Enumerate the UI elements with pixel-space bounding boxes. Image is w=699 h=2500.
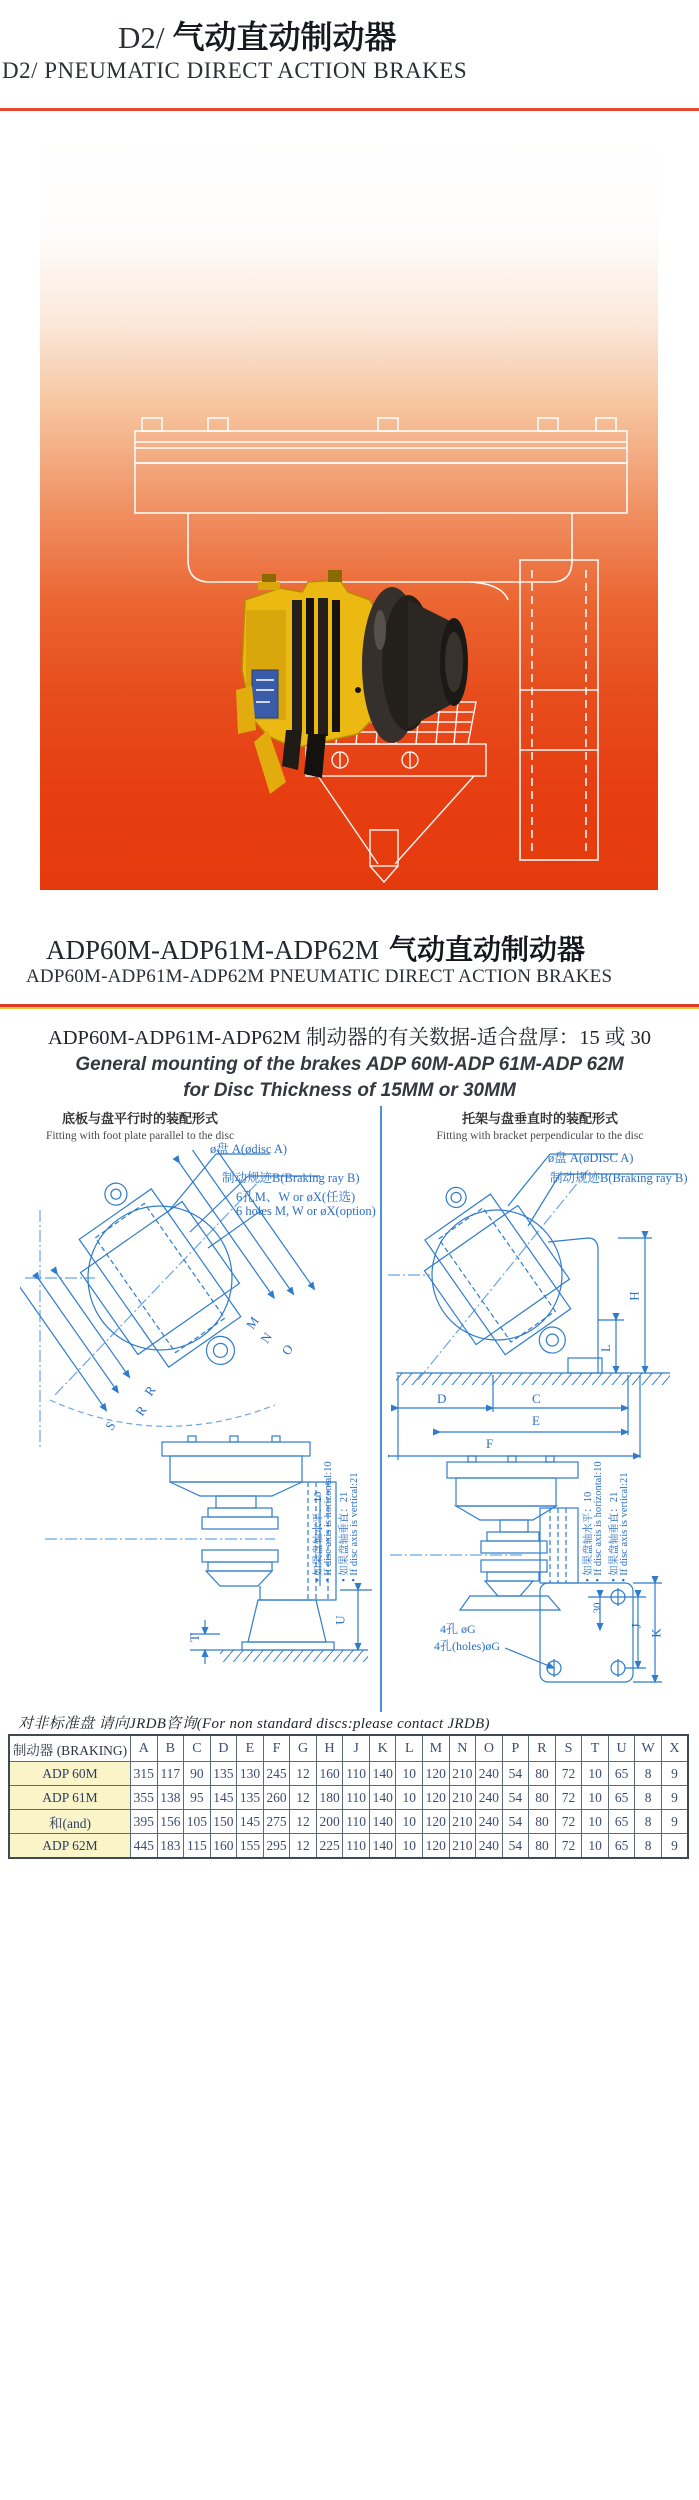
spec-col-C: C	[184, 1735, 211, 1762]
dim-M: M	[242, 1313, 262, 1332]
right-label-4holes-en: 4孔(holes)øG	[434, 1639, 500, 1653]
cell: 240	[476, 1786, 503, 1810]
cell: 10	[396, 1810, 423, 1834]
right-note-line-1: • 如果盘轴水平：10	[583, 1491, 594, 1582]
cell: 12	[290, 1762, 317, 1786]
cell: 8	[635, 1786, 662, 1810]
cell: 210	[449, 1810, 476, 1834]
cell: 8	[635, 1762, 662, 1786]
product-name-zh: 气动直动制动器	[389, 935, 586, 966]
diagram-divider-line	[380, 1106, 382, 1712]
table-row	[9, 1786, 688, 1810]
cell: 120	[423, 1810, 450, 1834]
cell: 145	[237, 1810, 264, 1834]
right-label-4holes-zh: 4孔 øG	[440, 1622, 476, 1636]
left-label-holes-en: 6 holes M, W or øX(option)	[236, 1204, 376, 1218]
cell: 183	[157, 1834, 184, 1859]
mounting-title-line2: for Disc Thickness of 15MM or 30MM	[183, 1080, 516, 1101]
spec-header-braking-en: (BRAKING)	[56, 1742, 128, 1758]
cell: 120	[423, 1786, 450, 1810]
left-label-disc: ø盘 A(ødisc A)	[210, 1142, 288, 1156]
left-label-ray: 制动规迹B(Braking ray B)	[222, 1171, 360, 1185]
cell: 275	[263, 1810, 290, 1834]
brake-unit-photo	[236, 570, 468, 794]
cell: 156	[157, 1810, 184, 1834]
left-label-holes-zh: 6孔M、W or øX(任选)	[236, 1190, 356, 1204]
spec-header-braking-zh: 制动器	[12, 1742, 54, 1758]
cell: 120	[423, 1762, 450, 1786]
spec-col-K: K	[369, 1735, 396, 1762]
cell: 145	[210, 1786, 237, 1810]
right-note-line-4: • If disc axis is vertical:21	[619, 1472, 630, 1582]
cell: 10	[396, 1834, 423, 1859]
mounting-data-line: ADP60M-ADP61M-ADP62M 制动器的有关数据-适合盘厚：15 或 30	[47, 1027, 652, 1049]
row-label: ADP 60M	[9, 1762, 131, 1786]
cell: 65	[608, 1810, 635, 1834]
left-note-line-4: • If disc axis is vertical:21	[349, 1472, 360, 1582]
dim-F: F	[486, 1436, 494, 1451]
left-diagram-title-zh: 底板与盘平行时的装配形式	[61, 1111, 218, 1126]
dim-T: T	[186, 1634, 202, 1642]
spec-col-B: B	[157, 1735, 184, 1762]
right-diagram-title-en: Fitting with bracket perpendicular to the disc	[436, 1130, 644, 1142]
cell: 72	[555, 1834, 582, 1859]
cell: 160	[210, 1834, 237, 1859]
dim-N: N	[257, 1329, 276, 1346]
cell: 10	[582, 1762, 609, 1786]
cell: 90	[184, 1762, 211, 1786]
dim-R1: R	[141, 1382, 159, 1399]
cell: 120	[423, 1834, 450, 1859]
cell: 10	[396, 1762, 423, 1786]
cell: 240	[476, 1834, 503, 1859]
dim-L: L	[597, 1344, 613, 1352]
cell: 260	[263, 1786, 290, 1810]
cell: 72	[555, 1810, 582, 1834]
page-title-zh: 气动直动制动器	[172, 19, 397, 55]
cell: 54	[502, 1834, 529, 1859]
row-label: 和(and)	[9, 1810, 131, 1834]
cell: 240	[476, 1810, 503, 1834]
cell: 135	[210, 1762, 237, 1786]
dim-D: D	[437, 1391, 447, 1406]
spec-table-body	[9, 1762, 688, 1859]
spec-col-D: D	[210, 1735, 237, 1762]
cell: 140	[369, 1762, 396, 1786]
spec-col-S: S	[555, 1735, 582, 1762]
cell: 200	[316, 1810, 343, 1834]
cell: 54	[502, 1810, 529, 1834]
cell: 160	[316, 1762, 343, 1786]
cell: 155	[237, 1834, 264, 1859]
cell: 210	[449, 1762, 476, 1786]
cell: 117	[157, 1762, 184, 1786]
cell: 10	[582, 1834, 609, 1859]
cell: 9	[661, 1834, 688, 1859]
cell: 140	[369, 1834, 396, 1859]
dim-J: J	[628, 1623, 644, 1629]
right-diagram-title-zh: 托架与盘垂直时的装配形式	[461, 1111, 618, 1126]
cell: 12	[290, 1834, 317, 1859]
cell: 210	[449, 1786, 476, 1810]
dim-R2: R	[132, 1402, 150, 1419]
product-heading	[46, 928, 585, 968]
right-label-disc: ø盘 A(øDISC A)	[548, 1151, 634, 1165]
cell: 395	[131, 1810, 158, 1834]
cell: 65	[608, 1762, 635, 1786]
spec-col-P: P	[502, 1735, 529, 1762]
cell: 72	[555, 1786, 582, 1810]
cell: 12	[290, 1786, 317, 1810]
cell: 140	[369, 1810, 396, 1834]
dim-30: 30	[591, 1602, 604, 1614]
cell: 355	[131, 1786, 158, 1810]
cell: 10	[396, 1786, 423, 1810]
cell: 95	[184, 1786, 211, 1810]
dim-K: K	[648, 1628, 664, 1638]
spec-col-N: N	[449, 1735, 476, 1762]
cell: 12	[290, 1810, 317, 1834]
cell: 315	[131, 1762, 158, 1786]
page-title	[118, 12, 397, 58]
left-note-line-2: • If disc axis is horizontal:10	[323, 1461, 334, 1582]
cell: 110	[343, 1786, 370, 1810]
red-rule-top	[0, 108, 699, 111]
row-label: ADP 61M	[9, 1786, 131, 1810]
cell: 110	[343, 1762, 370, 1786]
cell: 115	[184, 1834, 211, 1859]
table-row	[9, 1810, 688, 1834]
spec-col-F: F	[263, 1735, 290, 1762]
spec-col-G: G	[290, 1735, 317, 1762]
cell: 9	[661, 1810, 688, 1834]
cell: 135	[237, 1786, 264, 1810]
dim-O: O	[278, 1341, 297, 1358]
cell: 80	[529, 1810, 556, 1834]
mounting-title-line1: General mounting of the brakes ADP 60M-ADP 61M-ADP 62M	[75, 1054, 624, 1075]
cell: 225	[316, 1834, 343, 1859]
cell: 445	[131, 1834, 158, 1859]
product-models: ADP60M-ADP61M-ADP62M	[46, 935, 380, 965]
spec-col-O: O	[476, 1735, 503, 1762]
photo-line-art	[40, 130, 658, 890]
cell: 8	[635, 1834, 662, 1859]
cell: 295	[263, 1834, 290, 1859]
cell: 110	[343, 1810, 370, 1834]
spec-col-R: R	[529, 1735, 556, 1762]
spec-table-header-row	[9, 1735, 688, 1762]
cell: 9	[661, 1762, 688, 1786]
left-note-line-1: • 如果盘轴水平：10	[313, 1491, 324, 1582]
product-photo	[40, 130, 658, 890]
cell: 9	[661, 1786, 688, 1810]
dim-U: U	[332, 1615, 348, 1625]
spec-col-X: X	[661, 1735, 688, 1762]
cell: 138	[157, 1786, 184, 1810]
row-label: ADP 62M	[9, 1834, 131, 1859]
right-note-line-3: • 如果盘轴垂直：21	[609, 1491, 620, 1582]
cell: 54	[502, 1762, 529, 1786]
spec-header-braking	[9, 1735, 131, 1762]
cell: 240	[476, 1762, 503, 1786]
page-subtitle-en: D2/ PNEUMATIC DIRECT ACTION BRAKES	[2, 58, 468, 83]
spec-col-A: A	[131, 1735, 158, 1762]
cell: 72	[555, 1762, 582, 1786]
yellow-rule-mid	[0, 1007, 699, 1009]
cell: 105	[184, 1810, 211, 1834]
cell: 80	[529, 1762, 556, 1786]
spec-col-T: T	[582, 1735, 609, 1762]
table-row	[9, 1834, 688, 1859]
product-subtitle-en: ADP60M-ADP61M-ADP62M PNEUMATIC DIRECT ACTION BRAKES	[26, 966, 613, 987]
spec-col-U: U	[608, 1735, 635, 1762]
cell: 130	[237, 1762, 264, 1786]
left-diagram-title-en: Fitting with foot plate parallel to the disc	[45, 1130, 235, 1142]
cell: 65	[608, 1834, 635, 1859]
spec-col-H: H	[316, 1735, 343, 1762]
dim-H: H	[626, 1291, 642, 1301]
cell: 210	[449, 1834, 476, 1859]
spec-col-L: L	[396, 1735, 423, 1762]
cell: 110	[343, 1834, 370, 1859]
spec-col-J: J	[343, 1735, 370, 1762]
spec-col-E: E	[237, 1735, 264, 1762]
cell: 80	[529, 1786, 556, 1810]
dim-E: E	[532, 1413, 540, 1428]
dim-C: C	[532, 1391, 541, 1406]
cell: 10	[582, 1786, 609, 1810]
cell: 54	[502, 1786, 529, 1810]
cell: 8	[635, 1810, 662, 1834]
left-note-line-3: • 如果盘轴垂直：21	[339, 1491, 350, 1582]
cell: 10	[582, 1810, 609, 1834]
right-label-ray: 制动规迹B(Braking ray B)	[550, 1171, 688, 1185]
table-note: 对非标准盘 请向JRDB咨询(For non standard discs:please contact JRDB)	[18, 1716, 490, 1732]
cell: 180	[316, 1786, 343, 1810]
cell: 65	[608, 1786, 635, 1810]
cell: 245	[263, 1762, 290, 1786]
dim-S: S	[101, 1418, 119, 1433]
cell: 80	[529, 1834, 556, 1859]
spec-col-M: M	[423, 1735, 450, 1762]
table-row	[9, 1762, 688, 1786]
cell: 140	[369, 1786, 396, 1810]
page-title-code: D2/	[118, 20, 165, 55]
right-note-line-2: • If disc axis is horizontal:10	[593, 1461, 604, 1582]
cell: 150	[210, 1810, 237, 1834]
spec-table	[8, 1734, 689, 1859]
spec-col-W: W	[635, 1735, 662, 1762]
